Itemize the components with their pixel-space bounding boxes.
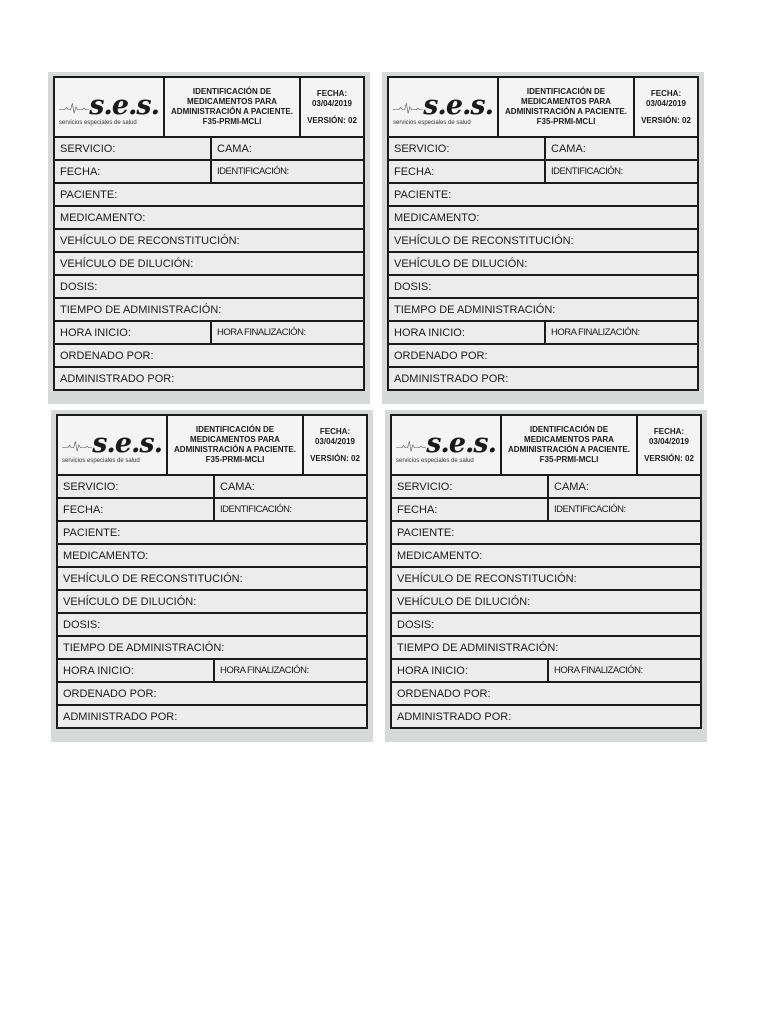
tiempo-administracion-field: TIEMPO DE ADMINISTRACIÓN: [389, 299, 697, 320]
vehiculo-reconstitucion-field: VEHÍCULO DE RECONSTITUCIÓN: [389, 230, 697, 251]
administrado-por-field: ADMINISTRADO POR: [392, 706, 700, 727]
form-code: F35-PRMI-MCLI [205, 455, 265, 464]
vehiculo-reconstitucion-field: VEHÍCULO DE RECONSTITUCIÓN: [58, 568, 366, 589]
vehiculo-dilucion-field: VEHÍCULO DE DILUCIÓN: [389, 253, 697, 274]
tiempo-administracion-field: TIEMPO DE ADMINISTRACIÓN: [58, 637, 366, 658]
medication-label [385, 410, 707, 742]
servicio-field: SERVICIO: [389, 138, 544, 159]
fecha-heading: FECHA: [650, 88, 682, 98]
fecha-field: FECHA: [55, 161, 210, 182]
title-line: ADMINISTRACIÓN A PACIENTE. [505, 107, 627, 116]
title-line: MEDICAMENTOS PARA [524, 435, 614, 444]
fecha-heading: FECHA: [316, 88, 348, 98]
version-text: VERSIÓN: 02 [641, 115, 691, 125]
cama-field: CAMA: [546, 138, 697, 159]
fecha-value: 03/04/2019 [648, 436, 690, 446]
title-line: ADMINISTRACIÓN A PACIENTE. [171, 107, 293, 116]
date-version-box [301, 78, 363, 136]
hora-finalizacion-field: HORA FINALIZACIÓN: [546, 322, 697, 343]
form-code: F35-PRMI-MCLI [539, 455, 599, 464]
title-line: IDENTIFICACIÓN DE [526, 87, 606, 96]
hora-finalizacion-field: HORA FINALIZACIÓN: [549, 660, 700, 681]
form-title [168, 416, 302, 474]
heartbeat-icon [396, 435, 426, 457]
form-title [165, 78, 299, 136]
title-line: ADMINISTRACIÓN A PACIENTE. [174, 445, 296, 454]
fecha-heading: FECHA: [653, 426, 685, 436]
logo-tagline: servicios especiales de salud [59, 119, 137, 126]
hora-inicio-field: HORA INICIO: [55, 322, 210, 343]
version-text: VERSIÓN: 02 [307, 115, 357, 125]
heartbeat-icon [62, 435, 92, 457]
medicamento-field: MEDICAMENTO: [55, 207, 363, 228]
administrado-por-field: ADMINISTRADO POR: [389, 368, 697, 389]
identificacion-field: IDENTIFICACIÓN: [215, 499, 366, 520]
paciente-field: PACIENTE: [389, 184, 697, 205]
medication-label [382, 72, 704, 404]
administrado-por-field: ADMINISTRADO POR: [58, 706, 366, 727]
title-line: IDENTIFICACIÓN DE [192, 87, 272, 96]
dosis-field: DOSIS: [55, 276, 363, 297]
date-version-box [638, 416, 700, 474]
ses-logo [58, 416, 166, 474]
cama-field: CAMA: [549, 476, 700, 497]
label-header [392, 416, 700, 474]
dosis-field: DOSIS: [389, 276, 697, 297]
hora-finalizacion-field: HORA FINALIZACIÓN: [212, 322, 363, 343]
hora-finalizacion-field: HORA FINALIZACIÓN: [215, 660, 366, 681]
fecha-field: FECHA: [58, 499, 213, 520]
vehiculo-reconstitucion-field: VEHÍCULO DE RECONSTITUCIÓN: [55, 230, 363, 251]
dosis-field: DOSIS: [58, 614, 366, 635]
label-header [58, 416, 366, 474]
hora-inicio-field: HORA INICIO: [58, 660, 213, 681]
logo-brand: s.e.s. [92, 427, 162, 459]
ses-logo [55, 78, 163, 136]
vehiculo-reconstitucion-field: VEHÍCULO DE RECONSTITUCIÓN: [392, 568, 700, 589]
version-text: VERSIÓN: 02 [310, 453, 360, 463]
medication-label [48, 72, 370, 404]
fecha-field: FECHA: [392, 499, 547, 520]
paciente-field: PACIENTE: [58, 522, 366, 543]
date-version-box [304, 416, 366, 474]
title-line: MEDICAMENTOS PARA [190, 435, 280, 444]
medication-label [51, 410, 373, 742]
hora-inicio-field: HORA INICIO: [389, 322, 544, 343]
ses-logo [392, 416, 500, 474]
date-version-box [635, 78, 697, 136]
fecha-heading: FECHA: [319, 426, 351, 436]
logo-brand: s.e.s. [423, 89, 493, 121]
paciente-field: PACIENTE: [55, 184, 363, 205]
servicio-field: SERVICIO: [392, 476, 547, 497]
identificacion-field: IDENTIFICACIÓN: [549, 499, 700, 520]
label-header [55, 78, 363, 136]
form-code: F35-PRMI-MCLI [536, 117, 596, 126]
cama-field: CAMA: [212, 138, 363, 159]
title-line: IDENTIFICACIÓN DE [529, 425, 609, 434]
heartbeat-icon [59, 97, 89, 119]
label-header [389, 78, 697, 136]
title-line: ADMINISTRACIÓN A PACIENTE. [508, 445, 630, 454]
logo-tagline: servicios especiales de salud [393, 119, 471, 126]
version-text: VERSIÓN: 02 [644, 453, 694, 463]
logo-brand: s.e.s. [426, 427, 496, 459]
hora-inicio-field: HORA INICIO: [392, 660, 547, 681]
vehiculo-dilucion-field: VEHÍCULO DE DILUCIÓN: [58, 591, 366, 612]
form-code: F35-PRMI-MCLI [202, 117, 262, 126]
fecha-field: FECHA: [389, 161, 544, 182]
dosis-field: DOSIS: [392, 614, 700, 635]
vehiculo-dilucion-field: VEHÍCULO DE DILUCIÓN: [392, 591, 700, 612]
fecha-value: 03/04/2019 [311, 98, 353, 108]
ses-logo [389, 78, 497, 136]
logo-tagline: servicios especiales de salud [396, 457, 474, 464]
ordenado-por-field: ORDENADO POR: [389, 345, 697, 366]
logo-tagline: servicios especiales de salud [62, 457, 140, 464]
form-title [502, 416, 636, 474]
identificacion-field: IDENTIFICACIÓN: [212, 161, 363, 182]
medicamento-field: MEDICAMENTO: [392, 545, 700, 566]
medicamento-field: MEDICAMENTO: [58, 545, 366, 566]
heartbeat-icon [393, 97, 423, 119]
vehiculo-dilucion-field: VEHÍCULO DE DILUCIÓN: [55, 253, 363, 274]
fecha-value: 03/04/2019 [314, 436, 356, 446]
ordenado-por-field: ORDENADO POR: [392, 683, 700, 704]
administrado-por-field: ADMINISTRADO POR: [55, 368, 363, 389]
servicio-field: SERVICIO: [55, 138, 210, 159]
ordenado-por-field: ORDENADO POR: [55, 345, 363, 366]
identificacion-field: IDENTIFICACIÓN: [546, 161, 697, 182]
form-title [499, 78, 633, 136]
tiempo-administracion-field: TIEMPO DE ADMINISTRACIÓN: [55, 299, 363, 320]
ordenado-por-field: ORDENADO POR: [58, 683, 366, 704]
tiempo-administracion-field: TIEMPO DE ADMINISTRACIÓN: [392, 637, 700, 658]
title-line: MEDICAMENTOS PARA [187, 97, 277, 106]
cama-field: CAMA: [215, 476, 366, 497]
medicamento-field: MEDICAMENTO: [389, 207, 697, 228]
servicio-field: SERVICIO: [58, 476, 213, 497]
title-line: IDENTIFICACIÓN DE [195, 425, 275, 434]
title-line: MEDICAMENTOS PARA [521, 97, 611, 106]
fecha-value: 03/04/2019 [645, 98, 687, 108]
paciente-field: PACIENTE: [392, 522, 700, 543]
logo-brand: s.e.s. [89, 89, 159, 121]
